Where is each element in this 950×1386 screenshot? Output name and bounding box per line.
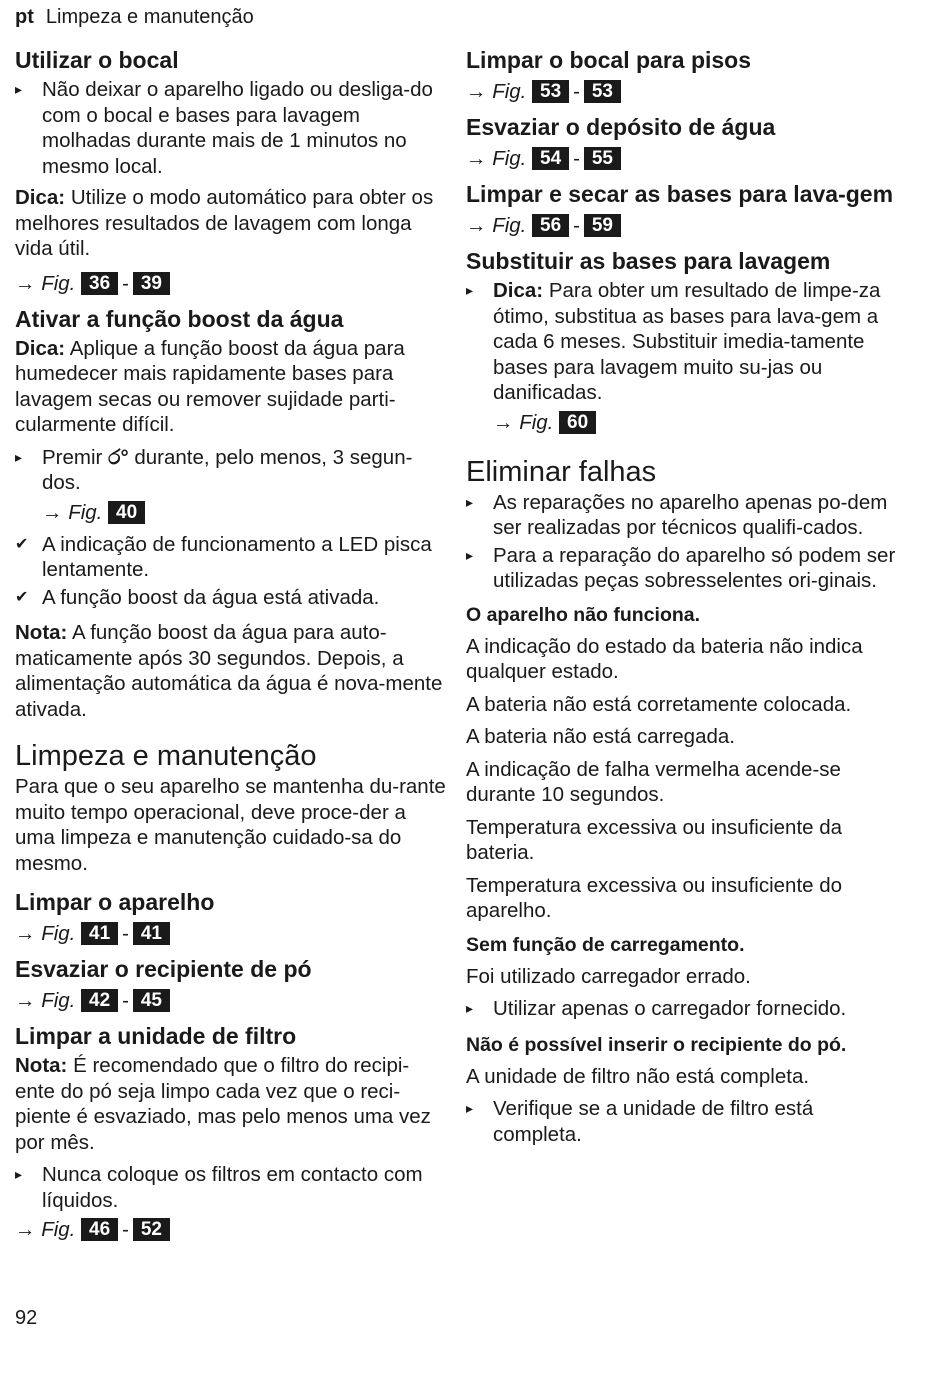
section-heading-limpeza: Limpeza e manutenção [15,740,317,772]
tip-paragraph [15,185,447,262]
arrow-right-icon: → [466,147,487,170]
figure-reference: → Fig. 42 - 45 [15,986,447,1016]
list-item [466,543,896,594]
heading-limpar-aparelho: Limpar o aparelho [15,889,215,915]
note-label: Nota: [15,621,68,644]
figure-label: Fig. [41,271,76,295]
figure-number: 45 [133,989,170,1012]
figure-label: Fig. [492,147,527,170]
figure-number: 59 [584,214,621,237]
arrow-right-icon: → [15,1218,36,1241]
list-item [15,77,447,179]
figure-number: 56 [532,214,569,237]
list-item-text: As reparações no aparelho apenas po-dem ser realizadas por técnicos qualifi-cados. [493,490,888,539]
arrow-right-icon: → [15,271,36,295]
figure-label: Fig. [492,80,527,103]
triangle-bullet-icon: ▸ [466,546,474,563]
figure-label: Fig. [41,989,76,1012]
heading-deposito-agua: Esvaziar o depósito de água [466,114,776,140]
body-paragraph: Para que o seu aparelho se mantenha du-rante muito tempo operacional, deve proce-der a uma limpeza e manutenção cuidado-sa do mesmo. [15,775,446,875]
list-item [15,1162,447,1213]
arrow-right-icon: → [15,922,36,945]
arrow-right-icon: → [493,410,514,434]
tip-label: Dica: [15,186,66,209]
section-heading-falhas: Eliminar falhas [466,455,657,488]
heading-utilizar-bocal: Utilizar o bocal [15,47,179,73]
heading-filtro: Limpar a unidade de filtro [15,1023,297,1049]
tip-text: Utilize o modo automático para obter os melhores resultados de lavagem com longa vida útil. [15,186,434,260]
premir-text: Premir [42,445,103,469]
list-item-text: Utilizar apenas o carregador fornecido. [493,997,847,1020]
left-column [15,44,447,1249]
right-column [466,44,896,1149]
figure-reference [466,408,896,438]
figure-number: 46 [81,1218,118,1241]
tip-label: Dica: [15,336,66,360]
figure-reference: → Fig. 36 - 39 [15,269,447,299]
checkmark-icon: ✔ [15,535,29,553]
list-item-text: Não deixar o aparelho ligado ou desliga-do com o bocal e bases para lavagem molhadas durante mais de 1 minutos no mesmo local. [42,78,433,178]
note-text: A função boost da água para auto-maticamente após 30 segundos. Depois, a alimentação automática da água é nova-mente ativada. [15,621,443,721]
figure-number: 39 [133,272,170,295]
figure-number: 55 [584,147,621,170]
triangle-bullet-icon: ▸ [466,493,474,510]
arrow-right-icon: → [42,500,63,524]
heading-esvaziar-po: Esvaziar o recipiente de pó [15,956,312,982]
arrow-right-icon: → [15,989,36,1012]
checkmark-icon: ✔ [15,588,29,606]
triangle-bullet-icon: ▸ [466,282,474,298]
result-item [15,532,447,583]
triangle-bullet-icon: ▸ [466,1100,474,1116]
figure-reference [15,498,447,528]
result-text: A indicação de funcionamento a LED pisca lentamente. [42,532,432,581]
figure-reference: → Fig. 54 - 55 [466,144,896,174]
heading-secar-bases: Limpar e secar as bases para lava-gem [466,181,894,207]
water-drop-icon: ර° [108,445,129,469]
cause-text: Temperatura excessiva ou insuficiente da bateria. [466,815,843,864]
list-item-text: Nunca coloque os filtros em contacto com líquidos. [42,1163,423,1212]
figure-number: 40 [108,501,145,524]
tip-label: Dica: [493,279,544,302]
list-item [466,490,896,541]
list-item [466,996,896,1022]
list-item [466,278,896,406]
figure-reference: → Fig. 56 - 59 [466,211,896,241]
note-text: É recomendado que o filtro do recipi-ente do pó seja limpo cada vez que o reci-piente é esvaziado, mas pelo menos uma vez por mês. [15,1054,431,1154]
result-text: A função boost da água está ativada. [42,585,380,609]
figure-reference: → Fig. 46 - 52 [15,1215,447,1245]
cause-text: A bateria não está carregada. [466,725,735,748]
subheading-nao-inserir: Não é possível inserir o recipiente do pó. [466,1033,847,1056]
heading-substituir-bases: Substituir as bases para lavagem [466,248,831,274]
figure-reference: → Fig. 41 - 41 [15,919,447,949]
cause-text: Foi utilizado carregador errado. [466,964,751,988]
figure-number: 53 [532,80,569,103]
figure-number: 41 [133,922,170,945]
figure-label: Fig. [519,410,554,434]
triangle-bullet-icon: ▸ [15,81,23,97]
figure-number: 53 [584,80,621,103]
subheading-nao-funciona: O aparelho não funciona. [466,603,701,626]
figure-number: 41 [81,922,118,945]
figure-number: 42 [81,989,118,1012]
tip-text: Para obter um resultado de limpe-za ótimo, substitua as bases para lava-gem a cada 6 meses. Substituir imedia-tamente bases para lavagem muito su-jas ou danificadas. [493,279,881,404]
list-item-text: Para a reparação do aparelho só podem ser utilizadas peças sobresselentes ori-ginais. [493,543,896,592]
list-item [15,445,447,496]
figure-number: 52 [133,1218,170,1241]
subheading-sem-carga: Sem função de carregamento. [466,933,745,956]
cause-text: Temperatura excessiva ou insuficiente do aparelho. [466,873,843,922]
tip-text: Aplique a função boost da água para humedecer mais rapidamente bases para lavagem secas ou remover sujidade parti-cularmente difícil. [15,336,405,436]
figure-label: Fig. [41,1218,76,1241]
premir-text-cont: durante, pelo menos, 3 segun-dos. [42,445,413,494]
note-label: Nota: [15,1054,68,1077]
heading-boost: Ativar a função boost da água [15,305,344,332]
figure-number: 36 [81,272,118,295]
header-title: Limpeza e manutenção [45,6,254,28]
cause-text: A bateria não está corretamente colocada. [466,692,852,716]
cause-text: A unidade de filtro não está completa. [466,1064,810,1088]
triangle-bullet-icon: ▸ [466,1000,474,1016]
cause-text: A indicação de falha vermelha acende-se durante 10 segundos. [466,757,841,806]
heading-bocal-pisos: Limpar o bocal para pisos [466,47,752,73]
list-item-text [493,279,880,404]
figure-label: Fig. [41,922,76,945]
triangle-bullet-icon: ▸ [15,1166,23,1182]
list-item-text: Verifique se a unidade de filtro está completa. [493,1097,814,1146]
list-item [466,1096,896,1147]
figure-number: 60 [559,411,596,434]
figure-reference: → Fig. 53 - 53 [466,77,896,107]
figure-label: Fig. [492,214,527,237]
arrow-right-icon: → [466,214,487,237]
result-item [15,585,447,611]
note-paragraph [15,620,447,722]
tip-paragraph [15,336,447,438]
cause-text: A indicação do estado da bateria não indica qualquer estado. [466,634,863,683]
page-header [15,4,254,30]
page-number: 92 [15,1307,38,1329]
note-paragraph [15,1053,447,1155]
list-item-text [42,446,412,495]
language-code: pt [15,6,34,28]
triangle-bullet-icon: ▸ [15,448,23,465]
figure-label: Fig. [68,500,103,524]
arrow-right-icon: → [466,80,487,103]
figure-number: 54 [532,147,569,170]
